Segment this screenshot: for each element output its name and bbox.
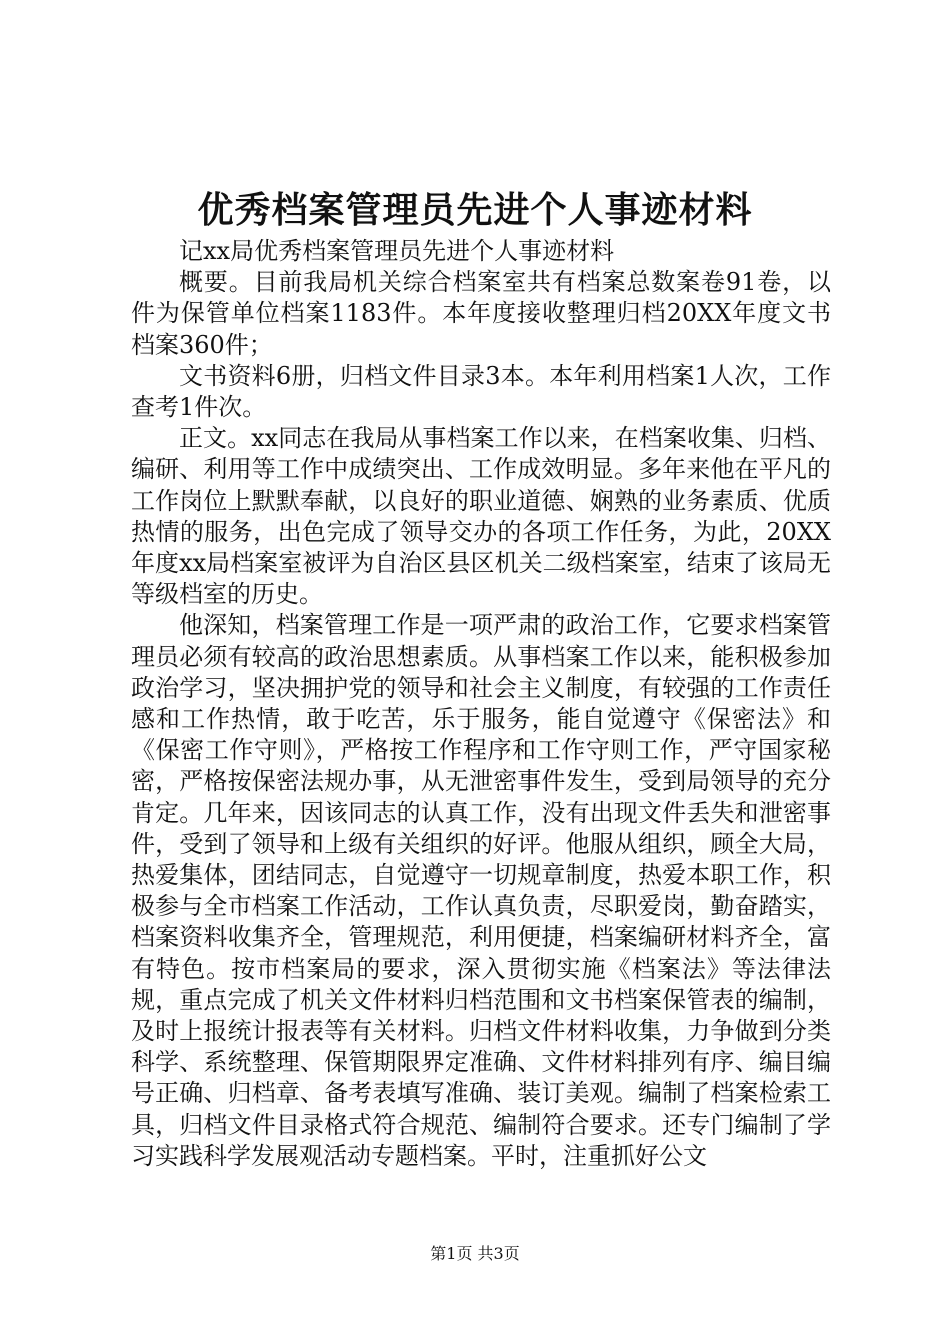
subtitle-paragraph: 记xx局优秀档案管理员先进个人事迹材料 (179, 237, 615, 265)
main-text-paragraph: 正文。xx同志在我局从事档案工作以来，在档案收集、归档、编研、利用等工作中成绩突出、工作成效明显。多年来他在平凡的工作岗位上默默奉献，以良好的职业道德、娴熟的业务素质、优质热情的服务，出色完成了领导交办的各项工作任务，为此，20XX年度xx局档案室被评为自治区县区机关二级档案室，结束了该局无等级档室的历史。 (131, 424, 831, 609)
detail-paragraph: 他深知，档案管理工作是一项严肃的政治工作，它要求档案管理员必须有较高的政治思想素质。从事档案工作以来，能积极参加政治学习，坚决拥护党的领导和社会主义制度，有较强的工作责任感和工作热情，敢于吃苦，乐于服务，能自觉遵守《保密法》和《保密工作守则》，严格按工作程序和工作守则工作，严守国家秘密，严格按保密法规办事，从无泄密事件发生，受到局领导的充分肯定。几年来，因该同志的认真工作，没有出现文件丢失和泄密事件，受到了领导和上级有关组织的好评。他服从组织，顾全大局，热爱集体，团结同志，自觉遵守一切规章制度，热爱本职工作，积极参与全市档案工作活动，工作认真负责，尽职爱岗，勤奋踏实，档案资料收集齐全，管理规范，利用便捷，档案编研材料齐全，富有特色。按市档案局的要求，深入贯彻实施《档案法》等法律法规，重点完成了机关文件材料归档范围和文书档案保管表的编制，及时上报统计报表等有关材料。归档文件材料收集，力争做到分类科学、系统整理、保管期限界定准确、文件材料排列有序、编目编号正确、归档章、备考表填写准确、装订美观。编制了档案检索工具，归档文件目录格式符合规范、编制符合要求。还专门编制了学习实践科学发展观活动专题档案。平时，注重抓好公文 (131, 611, 831, 1170)
page-number-footer: 第1页 共3页 (430, 1244, 520, 1263)
summary-paragraph: 概要。目前我局机关综合档案室共有档案总数案卷91卷，以件为保管单位档案1183件。本年度接收整理归档20XX年度文书档案360件； (131, 268, 831, 359)
document-title: 优秀档案管理员先进个人事迹材料 (197, 189, 753, 231)
summary-continued-paragraph: 文书资料6册，归档文件目录3本。本年利用档案1人次，工作查考1件次。 (131, 361, 831, 422)
document-body (131, 236, 831, 1172)
